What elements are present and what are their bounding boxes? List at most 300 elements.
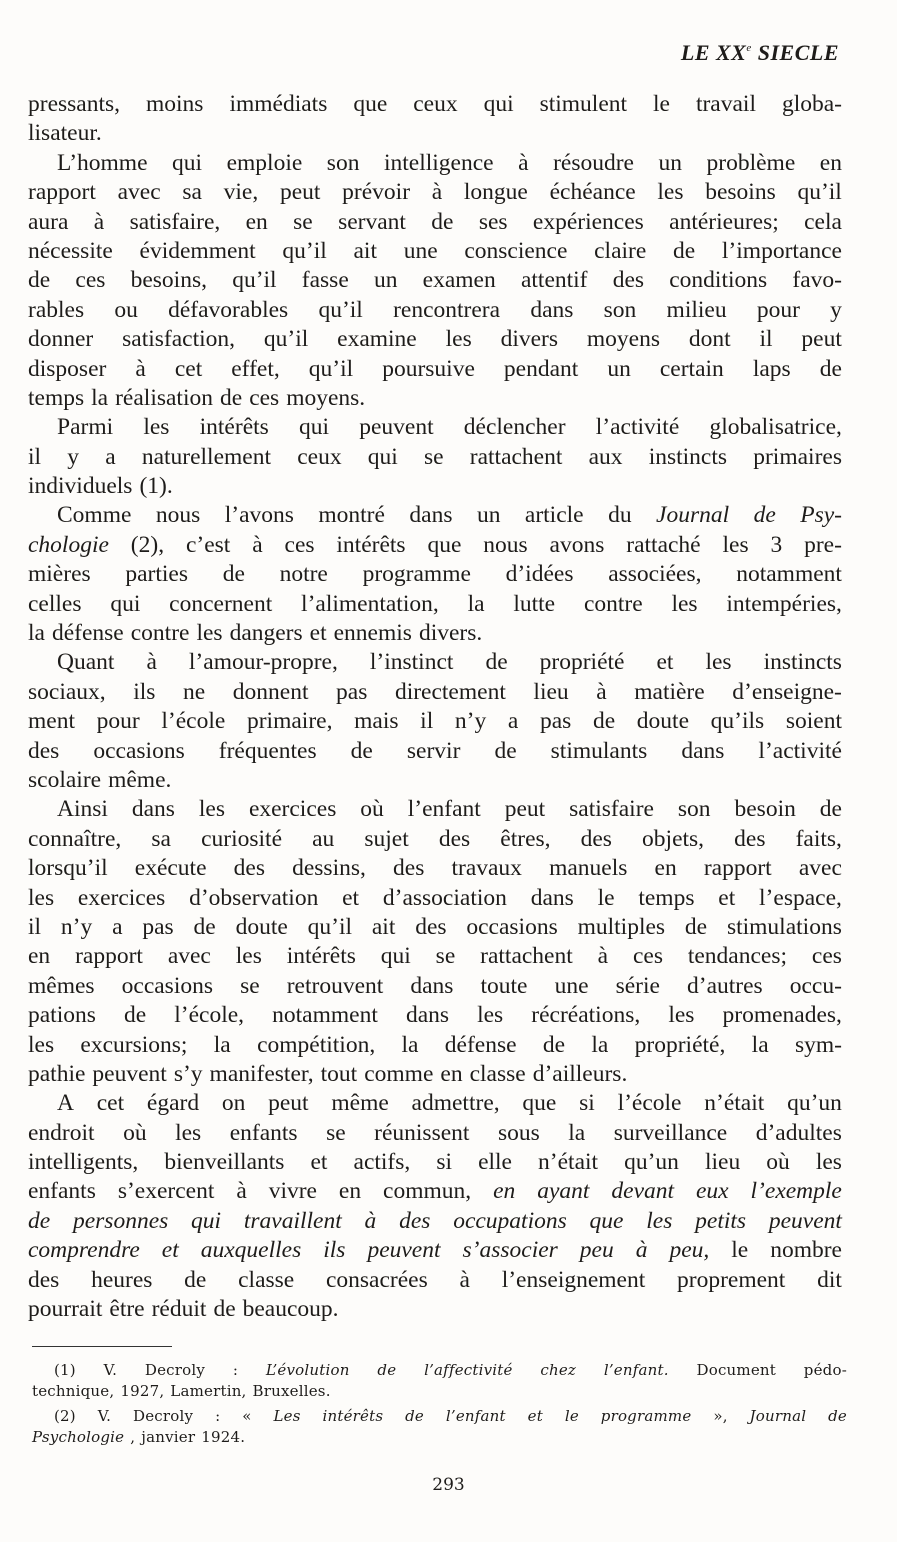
italic-word: des xyxy=(399,1207,431,1234)
word: concernent xyxy=(169,590,273,617)
text-line xyxy=(28,208,842,237)
word: sous xyxy=(497,1119,540,1146)
word: un xyxy=(658,149,682,176)
word: proprement xyxy=(677,1266,786,1293)
word: L’homme xyxy=(57,149,148,176)
text-line xyxy=(28,590,842,619)
word: classe xyxy=(469,1060,526,1087)
word: de xyxy=(542,1031,566,1058)
word: de xyxy=(28,267,51,294)
word: qui xyxy=(298,414,330,441)
word: ait xyxy=(353,237,377,264)
word: à xyxy=(252,531,263,558)
paragraph xyxy=(28,648,842,795)
word: les xyxy=(657,179,684,206)
text-line xyxy=(28,325,842,354)
text-line xyxy=(28,119,842,148)
italic-word: intérêts xyxy=(322,1407,384,1425)
word: qu’il xyxy=(318,296,363,323)
footnote-line xyxy=(32,1406,847,1427)
word: si xyxy=(579,1090,595,1117)
footnote-line xyxy=(32,1360,847,1381)
word: les xyxy=(705,649,732,676)
word: avec xyxy=(117,179,161,206)
word: d’idées xyxy=(505,561,574,588)
word: pendant xyxy=(503,355,579,382)
word: qu’il xyxy=(263,326,309,353)
word: peut xyxy=(801,326,842,353)
word: d’autres xyxy=(687,972,763,999)
word: un xyxy=(607,355,631,382)
word: (2) xyxy=(54,1407,76,1425)
word: parties xyxy=(125,561,188,588)
word: vivre xyxy=(268,1178,317,1205)
word: ait xyxy=(371,913,396,940)
text-line xyxy=(28,1148,842,1177)
word: en xyxy=(819,149,842,176)
text-line xyxy=(28,1060,842,1089)
italic-word: en xyxy=(493,1178,516,1205)
text-line xyxy=(28,737,842,766)
word: notamment xyxy=(736,561,842,588)
word: (1) xyxy=(54,1361,76,1379)
word: il xyxy=(28,913,42,940)
word: à xyxy=(596,678,607,705)
word: qui xyxy=(172,149,203,176)
word: qui xyxy=(110,590,141,617)
word: être xyxy=(109,1296,145,1323)
word: doute xyxy=(235,913,288,940)
word: l’enseignement xyxy=(501,1266,646,1293)
word: avec xyxy=(167,943,211,970)
word: les xyxy=(143,414,170,441)
word: besoins xyxy=(705,179,776,206)
word: en xyxy=(440,1060,463,1087)
word: défense xyxy=(444,1031,517,1058)
word: stimulent xyxy=(539,91,628,117)
word: instincts xyxy=(763,649,842,676)
word: des xyxy=(415,913,447,940)
word: 3 xyxy=(770,531,783,558)
text-line xyxy=(28,237,842,266)
word: excursions; xyxy=(80,1031,188,1058)
italic-word: peu, xyxy=(669,1237,710,1264)
word: (1). xyxy=(139,473,173,500)
word: du xyxy=(608,502,632,529)
word: pour xyxy=(96,708,140,735)
word: les xyxy=(668,1002,695,1029)
word: sa xyxy=(182,179,202,206)
word: comme xyxy=(364,1060,434,1087)
word: et xyxy=(310,1149,328,1176)
text-line xyxy=(28,384,842,413)
word: occu- xyxy=(789,972,842,999)
word: n’était xyxy=(538,1149,599,1176)
word: Quant xyxy=(57,649,115,676)
word: pas xyxy=(336,678,368,705)
text-line xyxy=(28,1089,842,1118)
word: de xyxy=(184,1266,207,1293)
italic-word: personnes xyxy=(72,1207,169,1234)
word: dans xyxy=(409,502,453,529)
word: les xyxy=(722,531,749,558)
word: se xyxy=(423,443,444,470)
word: l’école xyxy=(617,1090,682,1117)
word: tendances; xyxy=(687,943,788,970)
word: occasions xyxy=(93,737,185,764)
word: la xyxy=(751,1031,769,1058)
word: nous xyxy=(155,502,201,529)
word: qu’un xyxy=(787,1090,842,1117)
word: montré xyxy=(318,502,385,529)
word: Lamertin, xyxy=(170,1382,247,1400)
word: stimulations xyxy=(726,913,842,940)
word: pourrait xyxy=(28,1296,103,1323)
word: rables xyxy=(28,296,85,323)
word: de xyxy=(123,1002,147,1029)
italic-word: Journal xyxy=(749,1407,807,1425)
word: de xyxy=(494,737,517,764)
word: exercices xyxy=(248,796,337,823)
word: ces xyxy=(75,267,106,294)
word: de xyxy=(213,1296,236,1323)
word: où xyxy=(123,1119,147,1146)
word: avec xyxy=(798,855,842,882)
word: expériences xyxy=(532,208,644,235)
italic-word: et xyxy=(161,1237,179,1264)
italic-word: chologie xyxy=(28,531,109,558)
word: de xyxy=(592,708,616,735)
footnote-line xyxy=(32,1427,847,1448)
running-header-superscript: e xyxy=(746,42,752,54)
word: occasions xyxy=(466,913,558,940)
word: intérêts xyxy=(336,531,406,558)
italic-word: occupations xyxy=(453,1207,567,1234)
word: contre xyxy=(583,590,643,617)
word: sujet xyxy=(364,825,409,852)
word: poursuive xyxy=(382,355,475,382)
text-line xyxy=(28,1236,842,1265)
italic-word: de xyxy=(377,1361,397,1379)
word: réduit xyxy=(151,1296,207,1323)
word: bienveillants xyxy=(164,1149,285,1176)
italic-word: petits xyxy=(695,1207,747,1234)
italic-word: auxquelles xyxy=(200,1237,302,1264)
word: qu’il xyxy=(308,355,354,382)
word: en xyxy=(28,943,51,970)
text-line xyxy=(28,296,842,325)
word: une xyxy=(403,237,438,264)
footnote-separator xyxy=(32,1346,172,1347)
word: en xyxy=(654,855,677,882)
word: intempéries, xyxy=(726,590,842,617)
word: ment xyxy=(28,708,75,735)
italic-word: l’affectivité xyxy=(424,1361,513,1379)
word: donnent xyxy=(232,678,309,705)
word: lisateur. xyxy=(28,120,102,147)
word: sym- xyxy=(794,1031,842,1058)
word: dans xyxy=(405,1002,450,1029)
word: : xyxy=(215,1407,221,1425)
word: rencontrera xyxy=(393,296,501,323)
word: une xyxy=(554,972,589,999)
word: servant xyxy=(338,208,406,235)
word: moyens. xyxy=(286,384,366,411)
text-line xyxy=(28,266,842,295)
word: se xyxy=(293,208,313,235)
word: nous xyxy=(483,531,528,558)
word: donner xyxy=(28,326,94,353)
word: ces xyxy=(284,531,315,558)
italic-word: de xyxy=(405,1407,424,1425)
word: conscience xyxy=(464,237,568,264)
word: divers xyxy=(500,326,559,353)
word: primaire, xyxy=(246,708,333,735)
word: on xyxy=(221,1090,246,1117)
word: ceux xyxy=(297,443,342,470)
word: même. xyxy=(108,766,172,793)
word: il xyxy=(28,443,42,470)
word: de xyxy=(819,355,842,382)
paragraph xyxy=(28,795,842,1089)
word: les xyxy=(28,1031,55,1058)
footnote-line xyxy=(32,1381,847,1402)
word: tout xyxy=(320,1060,358,1087)
word: ces xyxy=(632,943,663,970)
italic-word: et xyxy=(527,1407,543,1425)
text-line xyxy=(28,854,842,883)
word: le xyxy=(731,1237,749,1264)
word: égard xyxy=(146,1090,200,1117)
italic-word: l’enfant xyxy=(445,1407,506,1425)
text-line xyxy=(28,884,842,913)
paragraph xyxy=(28,1089,842,1324)
word: manifester, xyxy=(209,1060,314,1087)
word: l’activité xyxy=(758,737,842,764)
word: à xyxy=(135,355,146,382)
word: dans xyxy=(410,972,454,999)
word: déclencher xyxy=(463,414,566,441)
word: examine xyxy=(337,326,417,353)
word: qu’il xyxy=(282,237,327,264)
word: au xyxy=(312,825,335,852)
italic-word: Journal xyxy=(656,502,730,529)
word: cet xyxy=(96,1090,125,1117)
word: favo- xyxy=(792,267,842,294)
word: beaucoup. xyxy=(242,1296,339,1323)
word: s’y xyxy=(173,1060,203,1087)
text-line xyxy=(28,501,842,530)
word: temps xyxy=(28,384,85,411)
word: enfants xyxy=(28,1178,96,1205)
word: multiples xyxy=(577,913,666,940)
word: l’école xyxy=(161,708,226,735)
word: milieu xyxy=(666,296,727,323)
word: globalisatrice, xyxy=(709,414,842,441)
word: où xyxy=(766,1149,790,1176)
word: satisfaction, xyxy=(122,326,236,353)
word: Ainsi xyxy=(57,796,108,823)
italic-word: Les xyxy=(273,1407,301,1425)
word: ils xyxy=(133,678,156,705)
word: mais xyxy=(354,708,399,735)
word: qui xyxy=(380,943,411,970)
word: primaires xyxy=(753,443,842,470)
word: et xyxy=(656,649,674,676)
text-line xyxy=(28,913,842,942)
word: à xyxy=(236,1178,247,1205)
text-line xyxy=(28,972,842,1001)
italic-word: l’exemple xyxy=(750,1178,842,1205)
word: Decroly xyxy=(144,1361,206,1379)
word: pas xyxy=(142,913,174,940)
word: même xyxy=(331,1090,389,1117)
word: travaux xyxy=(451,855,522,882)
word: associées, xyxy=(608,561,702,588)
word: occasions xyxy=(121,972,214,999)
text-line xyxy=(28,1266,842,1295)
word: travail xyxy=(695,91,756,117)
word: celles xyxy=(28,590,82,617)
word: intérêts xyxy=(199,414,269,441)
word: défense xyxy=(51,620,124,647)
italic-word: qui xyxy=(191,1207,222,1234)
word: les xyxy=(196,620,223,647)
text-line xyxy=(28,531,842,560)
word: manuels xyxy=(549,855,628,882)
word: effet, xyxy=(231,355,280,382)
word: dont xyxy=(688,326,731,353)
word: n’y xyxy=(454,708,487,735)
word: individuels xyxy=(28,473,133,500)
italic-word: comprendre xyxy=(28,1237,140,1264)
word: examen xyxy=(422,267,496,294)
word: y xyxy=(67,443,79,470)
word: se xyxy=(435,943,456,970)
word: dangers xyxy=(229,620,303,647)
word: des xyxy=(393,855,425,882)
word: où xyxy=(360,796,384,823)
text-line xyxy=(28,149,842,178)
text-line xyxy=(28,825,842,854)
word: certain xyxy=(659,355,724,382)
word: commun, xyxy=(383,1178,472,1205)
word: ennemis xyxy=(333,620,412,647)
word: des xyxy=(612,267,645,294)
word: son xyxy=(603,296,637,323)
word: rattaché xyxy=(626,531,701,558)
word: surveillance xyxy=(613,1119,728,1146)
text-line xyxy=(28,1031,842,1060)
text-line xyxy=(28,413,842,442)
word: stimulants xyxy=(550,737,648,764)
word: qu’il xyxy=(232,267,277,294)
italic-word: l’enfant. xyxy=(603,1361,669,1379)
word: de xyxy=(819,796,842,823)
paragraph xyxy=(28,501,842,648)
word: de xyxy=(220,384,243,411)
word: pations xyxy=(28,1002,96,1029)
word: la xyxy=(213,1031,231,1058)
word: pressants, xyxy=(28,91,121,117)
word: échéance xyxy=(549,179,636,206)
word: les xyxy=(477,1002,504,1029)
word: s’exercent xyxy=(117,1178,215,1205)
text-line xyxy=(28,355,842,384)
word: peuvent xyxy=(359,414,434,441)
word: promenades, xyxy=(722,1002,842,1029)
word: moyens xyxy=(586,326,660,353)
word: technique, xyxy=(32,1382,115,1400)
text-line xyxy=(28,678,842,707)
text-line xyxy=(28,1177,842,1206)
word: propriété, xyxy=(634,1031,726,1058)
italic-word: peuvent xyxy=(768,1207,842,1234)
word: si xyxy=(436,1149,453,1176)
word: A xyxy=(57,1090,74,1117)
word: fréquentes xyxy=(218,737,317,764)
word: des xyxy=(233,855,265,882)
word: un xyxy=(373,267,398,294)
word: intelligents, xyxy=(28,1149,139,1176)
word: le xyxy=(653,91,670,117)
word: l’activité xyxy=(595,414,680,441)
word: à xyxy=(597,943,609,970)
italic-word: le xyxy=(564,1407,579,1425)
word: 1924. xyxy=(201,1428,246,1446)
italic-word: ayant xyxy=(537,1178,590,1205)
text-line xyxy=(28,1207,842,1236)
footnote xyxy=(32,1406,847,1448)
word: dans xyxy=(530,884,574,911)
word: lorsqu’il xyxy=(28,855,108,882)
word: rattachent xyxy=(469,443,563,470)
word: qu’il xyxy=(307,913,353,940)
word: récréations, xyxy=(531,1002,641,1029)
word: compétition, xyxy=(257,1031,376,1058)
word: à xyxy=(518,149,529,176)
word: c’est xyxy=(185,531,231,558)
word: besoin xyxy=(734,796,796,823)
word: que xyxy=(522,1090,557,1117)
italic-word: Psy- xyxy=(800,502,842,529)
word: divers. xyxy=(418,620,483,647)
word: prévoir xyxy=(342,179,411,206)
word: à xyxy=(431,179,443,206)
word: ne xyxy=(183,678,206,705)
word: de xyxy=(222,561,245,588)
word: scolaire xyxy=(28,766,102,793)
word: et xyxy=(309,620,327,647)
word: se xyxy=(240,972,260,999)
word: Comme xyxy=(57,502,132,529)
word: d’adultes xyxy=(755,1119,842,1146)
word: des xyxy=(734,825,766,852)
word: satisfaire, xyxy=(129,208,221,235)
running-header xyxy=(681,40,839,66)
word: emploie xyxy=(226,149,303,176)
italic-word: à xyxy=(635,1237,648,1264)
word: à xyxy=(93,208,105,235)
footnotes xyxy=(32,1360,847,1448)
word: d’enseigne- xyxy=(732,678,842,705)
word: des xyxy=(438,825,471,852)
word: qu’un xyxy=(624,1149,679,1176)
word: les xyxy=(175,1119,202,1146)
word: satisfaire xyxy=(569,796,654,823)
word: conditions xyxy=(669,267,768,294)
paragraph xyxy=(28,90,842,149)
